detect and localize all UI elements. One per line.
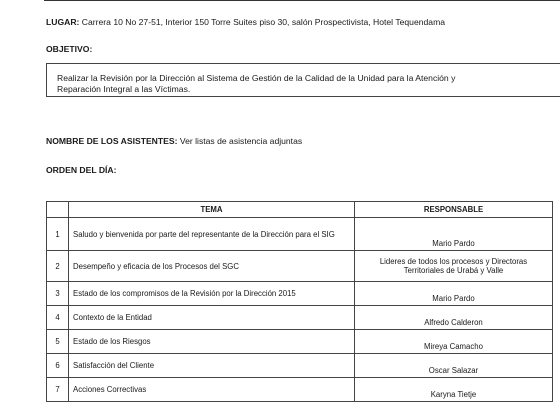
objetivo-label: OBJETIVO:	[46, 44, 93, 54]
lugar-line	[46, 17, 445, 27]
objetivo-line-2: Reparación Integral a las Víctimas.	[57, 84, 191, 94]
lugar-label: LUGAR:	[46, 17, 80, 27]
row-responsable: Lideres de todos los procesos y Directoras Territoriales de Urabá y Valle	[355, 251, 553, 282]
row-tema: Desempeño y eficacia de los Procesos del SGC	[69, 251, 355, 282]
asistentes-line	[46, 136, 302, 146]
table-row	[47, 306, 553, 330]
table-row	[47, 218, 553, 251]
top-rule	[44, 0, 560, 1]
row-responsable: Mario Pardo	[355, 282, 553, 306]
orden-del-dia-label: ORDEN DEL DÍA:	[46, 165, 117, 175]
row-tema: Estado de los compromisos de la Revisión por la Dirección 2015	[69, 282, 355, 306]
objetivo-box	[46, 63, 560, 97]
row-number: 2	[47, 251, 69, 282]
row-tema: Estado de los Riesgos	[69, 330, 355, 354]
table-row	[47, 354, 553, 378]
row-number: 4	[47, 306, 69, 330]
row-tema: Satisfacción del Cliente	[69, 354, 355, 378]
table-row	[47, 282, 553, 306]
header-num	[47, 202, 69, 218]
row-number: 3	[47, 282, 69, 306]
row-number: 1	[47, 218, 69, 251]
row-responsable: Mireya Camacho	[355, 330, 553, 354]
row-number: 7	[47, 378, 69, 402]
row-number: 5	[47, 330, 69, 354]
header-tema: TEMA	[69, 202, 355, 218]
row-responsable: Alfredo Calderon	[355, 306, 553, 330]
objetivo-text	[57, 73, 557, 95]
row-responsable: Mario Pardo	[355, 218, 553, 251]
asistentes-label: NOMBRE DE LOS ASISTENTES:	[46, 136, 178, 146]
lugar-value: Carrera 10 No 27-51, Interior 150 Torre Suites piso 30, salón Prospectivista, Hotel Tequendama	[79, 17, 446, 27]
objetivo-line-1: Realizar la Revisión por la Dirección al Sistema de Gestión de la Calidad de la Unidad para la Atención y	[57, 73, 456, 83]
agenda-header-row	[47, 202, 553, 218]
row-responsable: Oscar Salazar	[355, 354, 553, 378]
header-responsable: RESPONSABLE	[355, 202, 553, 218]
row-number: 6	[47, 354, 69, 378]
asistentes-value: Ver listas de asistencia adjuntas	[177, 136, 303, 146]
table-row	[47, 330, 553, 354]
table-row	[47, 378, 553, 402]
row-tema: Contexto de la Entidad	[69, 306, 355, 330]
row-tema: Acciones Correctivas	[69, 378, 355, 402]
row-responsable: Karyna Tietje	[355, 378, 553, 402]
agenda-table	[46, 201, 553, 402]
row-tema: Saludo y bienvenida por parte del representante de la Dirección para el SIG	[69, 218, 355, 251]
table-row	[47, 251, 553, 282]
